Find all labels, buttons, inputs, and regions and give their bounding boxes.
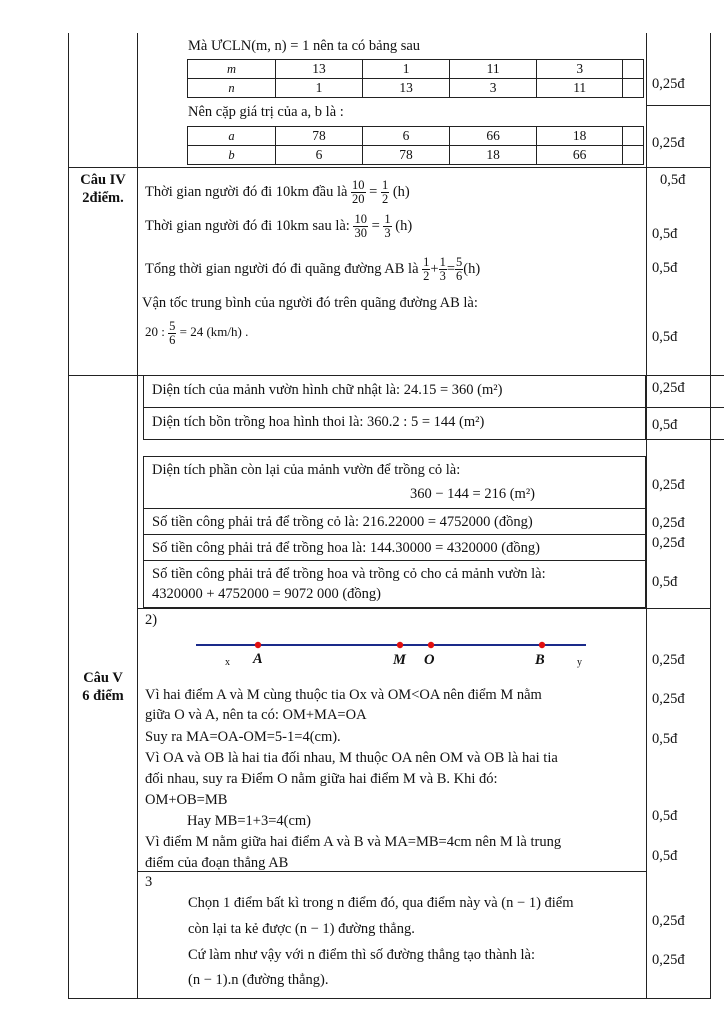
score: 0,5đ [652,731,678,747]
table-cell: 78 [363,146,450,165]
table-cell: 3 [450,79,537,98]
table-cell: 18 [450,146,537,165]
table-row [188,146,644,165]
score: 0,25đ [652,76,685,92]
number-line-diagram [190,636,590,670]
point-m-dot [397,642,403,648]
score: 0,5đ [652,574,678,590]
table-cell: 6 [363,127,450,146]
score: 0,5đ [652,260,678,276]
score: 0,25đ [652,535,685,551]
table-row [188,127,644,146]
score: 0,5đ [652,329,678,345]
p1-line3b: 360 − 144 = 216 (m²) [410,486,536,502]
point-o-dot [428,642,434,648]
ab-table [187,126,644,165]
table-cell [623,127,644,146]
cau4-line1: Thời gian người đó đi 10km đầu là $\frac{10}{20}$ = $\frac{1}{2}$ (h) [145,178,410,207]
table-cell: 1 [275,79,362,98]
p2-line6: OM+OB=MB [145,792,228,808]
table-cell: 66 [450,127,537,146]
p1-line3a: Diện tích phần còn lại của mảnh vườn để trồng cỏ là: [152,462,461,478]
p3-line2: còn lại ta kẻ được (n − 1) đường thẳng. [188,921,415,937]
table-cell [623,79,644,98]
p2-line8: Vì điểm M nằm giữa hai điểm A và B và MA=MB=4cm nên M là trung [145,834,562,850]
table-row [188,60,644,79]
p2-line7: Hay MB=1+3=4(cm) [187,813,312,829]
p1-line4: Số tiền công phải trả để trồng cỏ là: 216.22000 = 4752000 (đồng) [152,514,533,530]
table-cell [623,60,644,79]
part3-number: 3 [145,874,153,890]
table-cell: 18 [537,127,623,146]
score: 0,25đ [652,477,685,493]
p2-line5: đối nhau, suy ra Điểm O nằm giữa hai điểm M và B. Khi đó: [145,771,498,787]
frame-left [68,33,69,999]
score: 0,25đ [652,515,685,531]
p2-line3: Suy ra MA=OA-OM=5-1=4(cm). [145,729,341,745]
score: 0,5đ [652,417,678,433]
p1-line6a: Số tiền công phải trả để trồng hoa và trồng cỏ cho cả mảnh vườn là: [152,566,546,582]
score: 0,25đ [652,952,685,968]
score: 0,5đ [652,848,678,864]
p2-line2: giữa O và A, nên ta có: OM+MA=OA [145,707,367,723]
point-a-dot [255,642,261,648]
p3-line4: (n − 1).n (đường thẳng). [188,972,329,988]
score: 0,25đ [652,380,685,396]
score: 0,5đ [652,808,678,824]
p2-line9: điểm của đoạn thẳng AB [145,855,289,871]
cau4-line5: 20 : $\frac{5}{6}$ = 24 (km/h) . [145,318,249,347]
table-cell: a [188,127,276,146]
table-cell: 13 [363,79,450,98]
score: 0,25đ [652,691,685,707]
table-cell: 11 [450,60,537,79]
table-cell: m [188,60,276,79]
pair-intro: Nên cặp giá trị của a, b là : [188,104,344,120]
p3-line1: Chọn 1 điểm bất kì trong n điểm đó, qua điểm này và (n − 1) điểm [188,895,574,911]
cau5-points: 6 điểm [82,688,124,704]
p2-line1: Vì hai điểm A và M cùng thuộc tia Ox và OM<OA nên điểm M nằm [145,687,542,703]
table-cell: n [188,79,276,98]
cau4-points: 2điểm. [82,190,124,206]
label-x: x [225,657,230,668]
table-cell: 13 [275,60,362,79]
cau4-line2: Thời gian người đó đi 10km sau là: $\frac{10}{30}$ = $\frac{1}{3}$ (h) [145,212,413,241]
gcd-intro: Mà ƯCLN(m, n) = 1 nên ta có bảng sau [188,38,421,54]
cau5-label: Câu V [83,670,123,686]
p3-line3: Cứ làm như vậy với n điểm thì số đường thẳng tạo thành là: [188,947,535,963]
point-b-dot [539,642,545,648]
table-cell: 6 [275,146,362,165]
frame-bottom [68,998,711,999]
table-cell: 78 [275,127,362,146]
frame-col2 [646,33,647,999]
table-row [188,79,644,98]
cau4-label: Câu IV [80,172,126,188]
table-cell: b [188,146,276,165]
p2-line4: Vì OA và OB là hai tia đối nhau, M thuộc OA nên OM và OB là hai tia [145,750,558,766]
frame-col1 [137,33,138,999]
table-cell [623,146,644,165]
part2-number: 2) [145,612,158,628]
cau4-line3: Tổng thời gian người đó đi quãng đường AB là $\frac{1}{2}$ + $\frac{1}{3}$ = $\frac{5}{6}$ (h) [145,255,481,284]
table-cell: 66 [537,146,623,165]
score: 0,5đ [660,172,686,188]
label-b: B [535,652,545,668]
p1-line1: Diện tích của mảnh vườn hình chữ nhật là: 24.15 = 360 (m²) [152,382,503,398]
score: 0,25đ [652,135,685,151]
score: 0,5đ [652,226,678,242]
table-cell: 11 [537,79,623,98]
label-a: A [253,651,263,667]
divider-cau4 [68,167,711,168]
score: 0,25đ [652,652,685,668]
divider-top-score [646,105,710,106]
p1-line6b: 4320000 + 4752000 = 9072 000 (đồng) [152,586,382,602]
label-m: M [393,652,406,668]
score: 0,25đ [652,913,685,929]
label-o: O [424,652,435,668]
p1-line5: Số tiền công phải trả để trồng hoa là: 144.30000 = 4320000 (đồng) [152,540,540,556]
mn-table [187,59,644,98]
table-cell: 3 [537,60,623,79]
cau4-line4: Vận tốc trung bình của người đó trên quãng đường AB là: [142,295,478,311]
label-y: y [577,657,582,668]
table-cell: 1 [363,60,450,79]
p1-line2: Diện tích bồn trồng hoa hình thoi là: 360.2 : 5 = 144 (m²) [152,414,485,430]
